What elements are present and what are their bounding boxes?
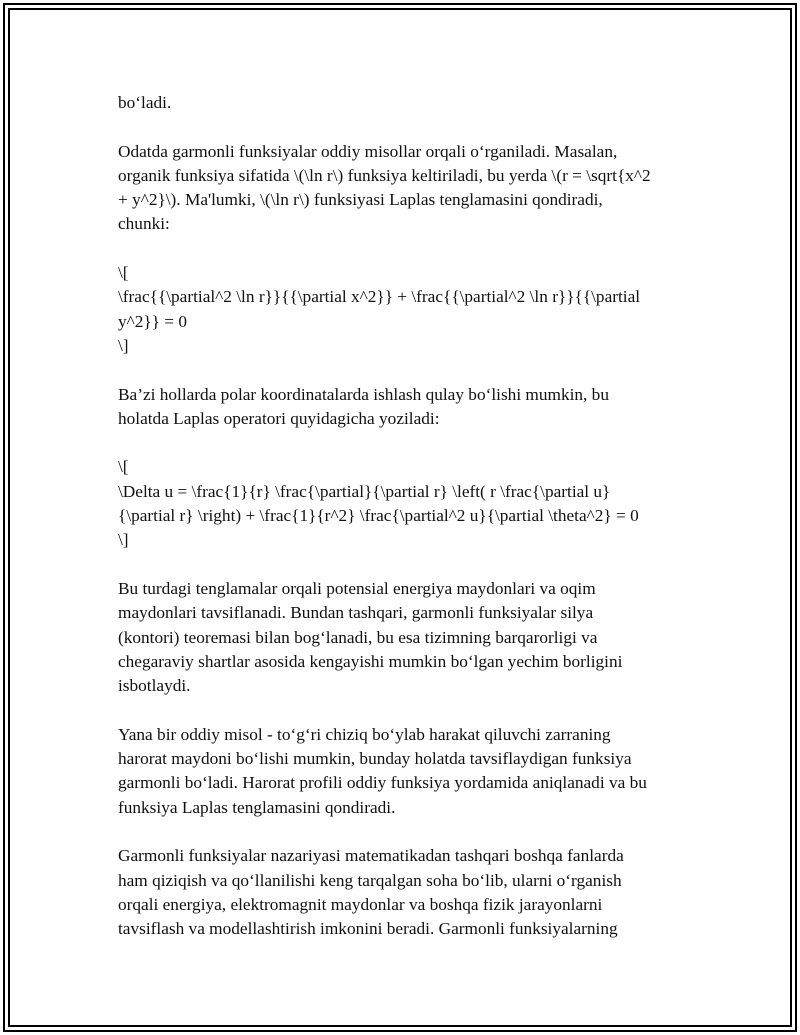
text-line: \frac{{\partial^2 \ln r}}{{\partial x^2}} + \frac{{\partial^2 \ln r}}{{\partial	[118, 287, 641, 307]
text-line: {\partial r} \right) + \frac{1}{r^2} \frac{\partial^2 u}{\partial \theta^2} = 0	[118, 506, 639, 526]
text-line: + y^2}\). Ma'lumki, \(\ln r\) funksiyasi Laplas tenglamasini qondiradi,	[118, 190, 603, 210]
text-line: (kontori) teoremasi bilan bog‘lanadi, bu esa tizimning barqarorligi va	[118, 627, 598, 647]
text-line: \]	[118, 530, 129, 550]
document-body	[118, 91, 693, 966]
text-line: Odatda garmonli funksiyalar oddiy misollar orqali o‘rganiladi. Masalan,	[118, 141, 618, 161]
text-line: y^2}} = 0	[118, 311, 188, 331]
text-line: \Delta u = \frac{1}{r} \frac{\partial}{\partial r} \left( r \frac{\partial u}	[118, 481, 611, 501]
text-line: Garmonli funksiyalar nazariyasi matematikadan tashqari boshqa fanlarda	[118, 846, 624, 866]
text-line: isbotlaydi.	[118, 676, 191, 696]
text-line: Bu turdagi tenglamalar orqali potensial energiya maydonlari va oqim	[118, 578, 596, 598]
paragraph-other-fields	[118, 844, 693, 941]
equation-laplace-ln-r	[118, 261, 693, 358]
text-line: \[	[118, 457, 129, 477]
text-line: funksiya Laplas tenglamasini qondiradi.	[118, 797, 396, 817]
equation-laplace-polar	[118, 455, 693, 552]
text-line: \]	[118, 335, 129, 355]
text-line: chunki:	[118, 214, 170, 234]
paragraph-potential-fields	[118, 577, 693, 698]
text-line: maydonlari tavsiflanadi. Bundan tashqari, garmonli funksiyalar silya	[118, 603, 594, 623]
paragraph-polar-coordinates	[118, 383, 693, 432]
text-line: chegaraviy shartlar asosida kengayishi mumkin bo‘lgan yechim borligini	[118, 651, 623, 671]
paragraph-simple-examples	[118, 140, 693, 237]
text-line: bo‘ladi.	[118, 93, 172, 112]
text-line: orqali energiya, elektromagnit maydonlar va boshqa fizik jarayonlarni	[118, 894, 603, 914]
text-line: harorat maydoni bo‘lishi mumkin, bunday holatda tavsiflaydigan funksiya	[118, 749, 632, 769]
text-line: organik funksiya sifatida \(\ln r\) funksiya keltiriladi, bu yerda \(r = \sqrt{x^2	[118, 165, 651, 185]
paragraph-opening	[118, 91, 693, 115]
text-line: \[	[118, 263, 129, 283]
text-line: Yana bir oddiy misol - to‘g‘ri chiziq bo‘ylab harakat qiluvchi zarraning	[118, 724, 611, 744]
text-line: tavsiflash va modellashtirish imkonini beradi. Garmonli funksiyalarning	[118, 919, 618, 939]
paragraph-temperature-example	[118, 723, 693, 820]
text-line: Ba’zi hollarda polar koordinatalarda ishlash qulay bo‘lishi mumkin, bu	[118, 384, 609, 404]
text-line: ham qiziqish va qo‘llanilishi keng tarqalgan soha bo‘lib, ularni o‘rganish	[118, 870, 622, 890]
text-line: garmonli bo‘ladi. Harorat profili oddiy funksiya yordamida aniqlanadi va bu	[118, 773, 647, 793]
text-line: holatda Laplas operatori quyidagicha yoziladi:	[118, 408, 440, 428]
